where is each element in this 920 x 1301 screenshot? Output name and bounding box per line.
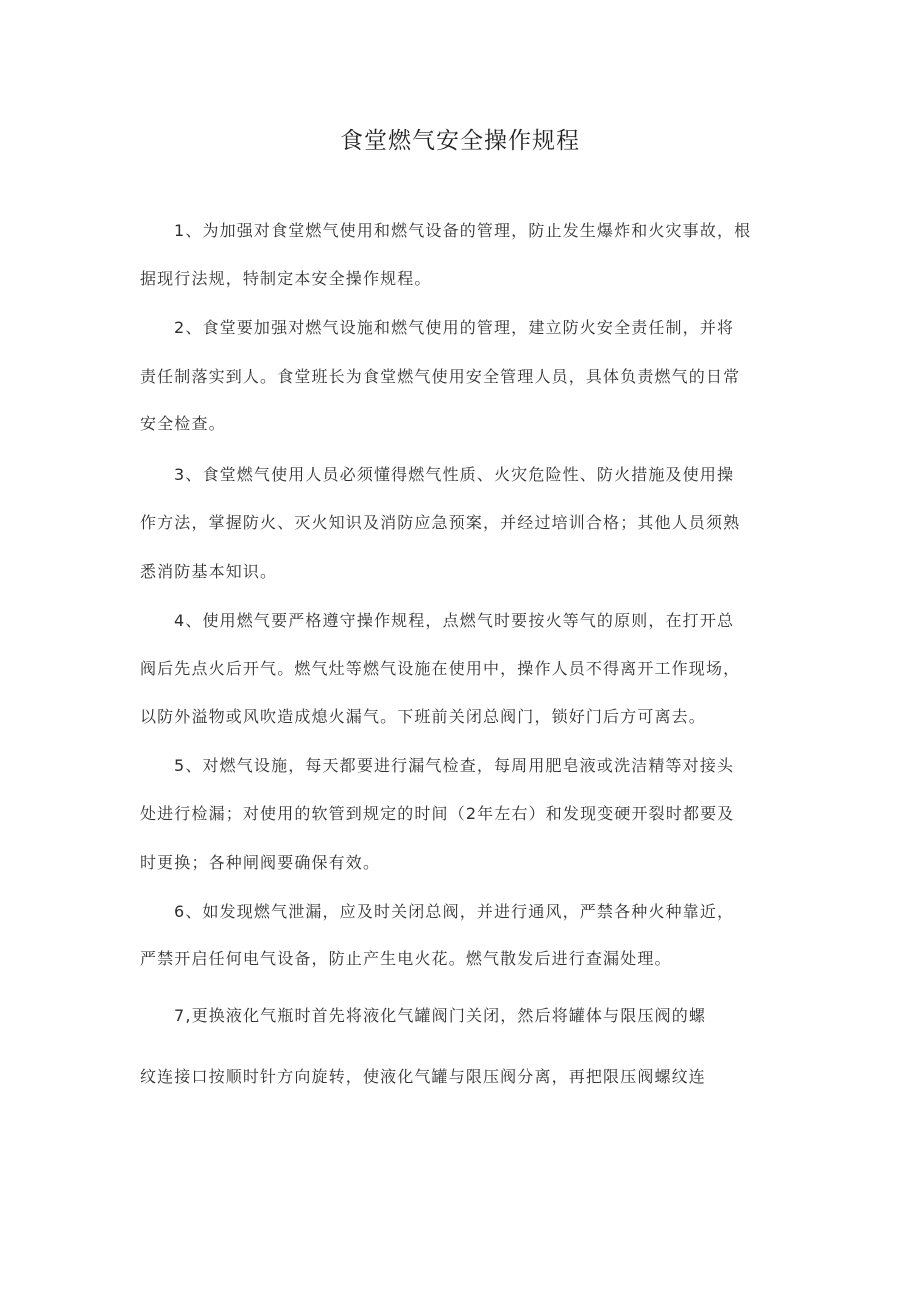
paragraph-6-line-2: 严禁开启任何电气设备，防止产生电火花。燃气散发后进行查漏处理。 (140, 949, 672, 968)
paragraph-1-line-2: 据现行法规，特制定本安全操作规程。 (140, 269, 432, 288)
paragraph-3-line-3: 悉消防基本知识。 (140, 562, 278, 581)
paragraph-1-line-1: 1、为加强对食堂燃气使用和燃气设备的管理，防止发生爆炸和火灾事故，根 (174, 221, 752, 240)
paragraph-3-line-1: 3、食堂燃气使用人员必须懂得燃气性质、火灾危险性、防火措施及使用操 (174, 465, 735, 484)
paragraph-2-line-2: 责任制落实到人。食堂班长为食堂燃气使用安全管理人员，具体负责燃气的日常 (140, 367, 741, 386)
paragraph-7-line-2: 纹连接口按顺时针方向旋转，使液化气罐与限压阀分离，再把限压阀螺纹连 (140, 1067, 706, 1086)
paragraph-2-line-3: 安全检查。 (140, 414, 226, 433)
paragraph-2-line-1: 2、食堂要加强对燃气设施和燃气使用的管理，建立防火安全责任制，并将 (174, 318, 735, 337)
paragraph-6-line-1: 6、如发现燃气泄漏，应及时关闭总阀，并进行通风，严禁各种火种靠近， (174, 902, 735, 921)
paragraph-4-line-2: 阀后先点火后开气。燃气灶等燃气设施在使用中，操作人员不得离开工作现场， (140, 659, 741, 678)
paragraph-5-line-3: 时更换；各种闸阀要确保有效。 (140, 853, 381, 872)
paragraph-5-line-2: 处进行检漏；对使用的软管到规定的时间（2年左右）和发现变硬开裂时都要及 (140, 804, 735, 823)
paragraph-3-line-2: 作方法，掌握防火、灭火知识及消防应急预案，并经过培训合格；其他人员须熟 (140, 513, 741, 532)
paragraph-7-line-1: 7,更换液化气瓶时首先将液化气罐阀门关闭，然后将罐体与限压阀的螺 (174, 1006, 707, 1025)
paragraph-4-line-1: 4、使用燃气要严格遵守操作规程，点燃气时要按火等气的原则，在打开总 (174, 611, 735, 630)
paragraph-4-line-3: 以防外溢物或风吹造成熄火漏气。下班前关闭总阀门，锁好门后方可离去。 (140, 707, 706, 726)
page-title: 食堂燃气安全操作规程 (340, 128, 580, 154)
paragraph-5-line-1: 5、对燃气设施，每天都要进行漏气检查，每周用肥皂液或洗洁精等对接头 (174, 756, 735, 775)
